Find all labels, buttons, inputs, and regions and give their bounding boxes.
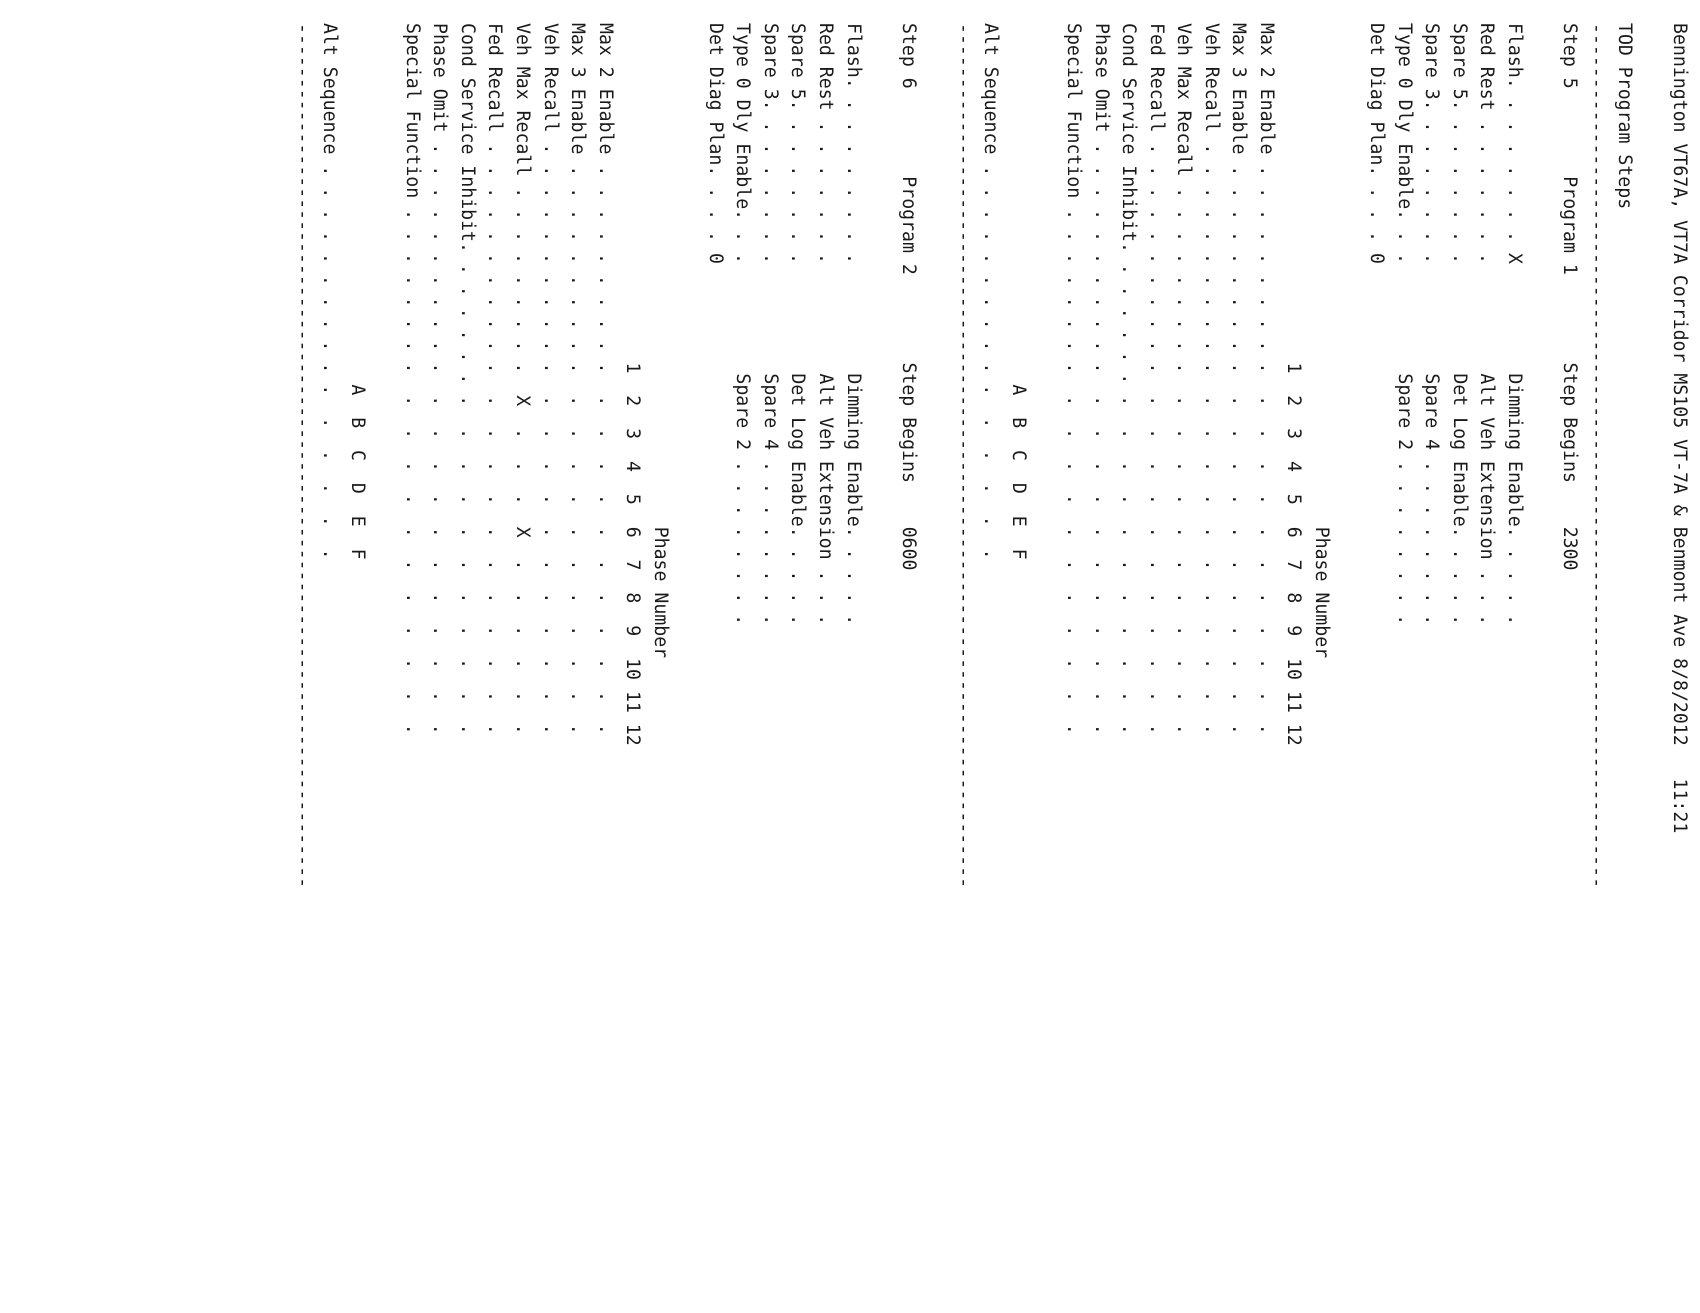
report-line <box>867 23 895 888</box>
report-line: Phase Omit . . . . . . . . . . . . . . . . . . . . . . <box>429 23 451 735</box>
report-line <box>1528 23 1556 888</box>
report-line: Alt Sequence . . . . . . . . . . . . . . . . <box>980 23 1002 560</box>
report-line: Det Diag Plan. . . . 0 <box>1365 23 1387 264</box>
report-line: Max 2 Enable . . . . . . . . . . . . . . . . . . . . . <box>1255 23 1277 735</box>
report-line: Cond Service Inhibit. . . . . . . . . . . . . . . . . . <box>456 23 478 735</box>
report-line: Veh Max Recall . . . . . . . . . X . . . X . . . . . . <box>512 23 534 735</box>
report-line: Veh Recall . . . . . . . . . . . . . . . . . . . . . . <box>1200 23 1222 735</box>
report-line: Special Function . . . . . . . . . . . . . . . . . . . <box>1062 23 1084 735</box>
report-line: Phase Number <box>1310 23 1332 659</box>
report-line <box>922 23 950 888</box>
report-line: Flash. . . . . . . . X Dimming Enable. . . . . <box>1503 23 1525 626</box>
report-line: Alt Sequence . . . . . . . . . . . . . . . . <box>319 23 341 560</box>
report-line: Phase Omit . . . . . . . . . . . . . . . . . . . . . . <box>1090 23 1112 735</box>
report-line <box>674 23 702 888</box>
report-line: Cond Service Inhibit. . . . . . . . . . . . . . . . . . <box>1118 23 1140 735</box>
report-line: Type 0 Dly Enable. . . Spare 2 . . . . . . . . <box>1393 23 1415 626</box>
report-line: Spare 5. . . . . . . . Det Log Enable. . . . . <box>1448 23 1470 626</box>
report-line: ------------------------------------------------------------------------------- <box>952 23 974 889</box>
report-line: Veh Recall . . . . . . . . . . . . . . . . . . . . . . <box>539 23 561 735</box>
report-line: Step 6 Program 2 Step Begins 0600 <box>897 23 919 571</box>
report-line: Max 2 Enable . . . . . . . . . . . . . . . . . . . . . <box>594 23 616 735</box>
report-line: TOD Program Steps <box>1613 23 1635 210</box>
report-line: Fed Recall . . . . . . . . . . . . . . . . . . . . . . <box>1145 23 1167 735</box>
report-line <box>1638 23 1666 888</box>
report-line: Red Rest . . . . . . . Alt Veh Extension . . . <box>1476 23 1498 626</box>
report-line: 1 2 3 4 5 6 7 8 9 10 11 12 <box>622 23 644 746</box>
report-line: Max 3 Enable . . . . . . . . . . . . . . . . . . . . . <box>1228 23 1250 735</box>
report-line <box>1335 23 1363 888</box>
report-line: A B C D E F <box>1007 23 1029 560</box>
report-line: A B C D E F <box>346 23 368 560</box>
report-line: Special Function . . . . . . . . . . . . . . . . . . . <box>401 23 423 735</box>
report-line: Spare 5. . . . . . . . Det Log Enable. . . . . <box>787 23 809 626</box>
report-line: Step 5 Program 1 Step Begins 2300 <box>1558 23 1580 571</box>
report-line: Spare 3. . . . . . . . Spare 4 . . . . . . . . <box>759 23 781 626</box>
report-line: 1 2 3 4 5 6 7 8 9 10 11 12 <box>1283 23 1305 746</box>
report-line <box>371 23 399 888</box>
report-line: Type 0 Dly Enable. . . Spare 2 . . . . . . . . <box>732 23 754 626</box>
report-line: Fed Recall . . . . . . . . . . . . . . . . . . . . . . <box>484 23 506 735</box>
report-line <box>1032 23 1060 888</box>
report-line: Veh Max Recall . . . . . . . . . . . . . . . . . . . . <box>1173 23 1195 735</box>
report-line: Red Rest . . . . . . . Alt Veh Extension . . . <box>815 23 837 626</box>
report-line: Max 3 Enable . . . . . . . . . . . . . . . . . . . . . <box>567 23 589 735</box>
report-line: ------------------------------------------------------------------------------- <box>1586 23 1608 889</box>
report-line: ------------------------------------------------------------------------------- <box>291 23 313 889</box>
report-line: Spare 3. . . . . . . . Spare 4 . . . . . . . . <box>1421 23 1443 626</box>
report-line: Phase Number <box>649 23 671 659</box>
report-line: Flash. . . . . . . . . Dimming Enable. . . . . <box>842 23 864 626</box>
report-line: Bennington VT67A, VT7A Corridor MS105 VT-7A & Benmont Ave 8/8/2012 11:21 <box>1669 23 1690 834</box>
tod-program-steps-report <box>288 23 1693 888</box>
report-line: Det Diag Plan. . . . 0 <box>704 23 726 264</box>
